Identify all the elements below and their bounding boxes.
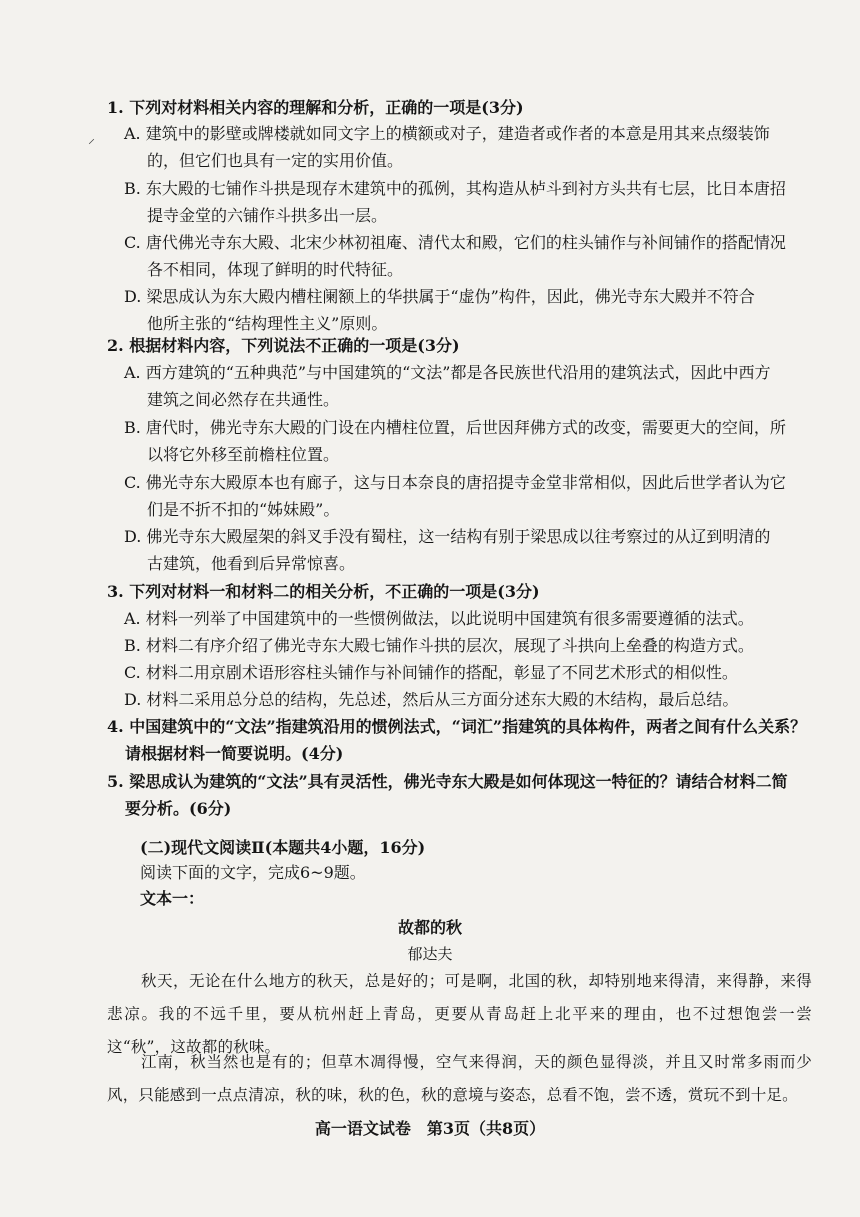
q3-option-d: D. 材料二采用总分总的结构，先总述，然后从三方面分述东大殿的木结构，最后总结。 bbox=[124, 690, 739, 709]
q1-option-d-line2: 他所主张的“结构理性主义”原则。 bbox=[147, 314, 388, 333]
q1-option-a-line2: 的，但它们也具有一定的实用价值。 bbox=[147, 151, 404, 170]
q3-stem: 3. 下列对材料一和材料二的相关分析，不正确的一项是(3分) bbox=[107, 582, 540, 601]
q2-option-a-line1: A. 西方建筑的“五种典范”与中国建筑的“文法”都是各民族世代沿用的建筑法式，因此中西方 bbox=[124, 363, 771, 382]
q1-option-c-line1: C. 唐代佛光寺东大殿、北宋少林初祖庵、清代太和殿，它们的柱头铺作与补间铺作的搭配情况 bbox=[124, 233, 786, 252]
essay-author: 郁达夫 bbox=[407, 945, 453, 963]
q3-option-a: A. 材料一列举了中国建筑中的一些惯例做法，以此说明中国建筑有很多需要遵循的法式。 bbox=[124, 609, 754, 628]
q2-option-b-line2: 以将它外移至前檐柱位置。 bbox=[147, 445, 340, 464]
q2-option-c-line1: C. 佛光寺东大殿原本也有廊子，这与日本奈良的唐招提寺金堂非常相似，因此后世学者认为它 bbox=[124, 473, 786, 492]
q1-option-b-line2: 提寺金堂的六铺作斗拱多出一层。 bbox=[147, 206, 388, 225]
q5-stem-line1: 5. 梁思成认为建筑的“文法”具有灵活性，佛光寺东大殿是如何体现这一特征的？请结合材料二简 bbox=[107, 772, 788, 791]
essay-title: 故都的秋 bbox=[397, 918, 462, 937]
q1-option-d-line1: D. 梁思成认为东大殿内槽柱阑额上的华拱属于“虚伪”构件，因此，佛光寺东大殿并不符合 bbox=[124, 287, 755, 306]
q1-option-b-line1: B. 东大殿的七铺作斗拱是现存木建筑中的孤例，其构造从栌斗到衬方头共有七层，比日本唐招 bbox=[124, 179, 786, 198]
section-instructions: 阅读下面的文字，完成6~9题。 bbox=[140, 863, 366, 882]
q5-stem-line2: 要分析。(6分) bbox=[125, 799, 232, 818]
q2-option-d-line2: 古建筑，他看到后异常惊喜。 bbox=[147, 554, 356, 573]
q2-option-a-line2: 建筑之间必然存在共通性。 bbox=[147, 390, 340, 409]
section-heading: (二)现代文阅读Ⅱ(本题共4小题，16分) bbox=[140, 838, 426, 857]
q1-option-a-line1: A. 建筑中的影壁或牌楼就如同文字上的横额或对子，建造者或作者的本意是用其来点缀装饰 bbox=[124, 124, 770, 143]
q1-option-c-line2: 各不相同，体现了鲜明的时代特征。 bbox=[147, 260, 404, 279]
q2-option-b-line1: B. 唐代时，佛光寺东大殿的门设在内槽柱位置，后世因拜佛方式的改变，需要更大的空间，所 bbox=[124, 418, 786, 437]
text-one-label: 文本一： bbox=[140, 889, 205, 908]
page-footer: 高一语文试卷 第3页（共8页） bbox=[314, 1119, 546, 1138]
essay-paragraph-1: 秋天，无论在什么地方的秋天，总是好的；可是啊，北国的秋，却特别地来得清，来得静，来得悲凉。我的不远千里，要从杭州赶上青岛，更要从青岛赶上北平来的理由，也不过想饱尝一尝这“秋”，这故都的秋味。 bbox=[107, 972, 812, 1056]
q2-stem: 2. 根据材料内容，下列说法不正确的一项是(3分) bbox=[107, 336, 460, 355]
q4-stem-line2: 请根据材料一简要说明。(4分) bbox=[125, 744, 344, 763]
q3-option-b: B. 材料二有序介绍了佛光寺东大殿七铺作斗拱的层次，展现了斗拱向上垒叠的构造方式。 bbox=[124, 636, 754, 655]
q3-option-c: C. 材料二用京剧术语形容柱头铺作与补间铺作的搭配，彰显了不同艺术形式的相似性。 bbox=[124, 663, 738, 682]
pen-mark: ⸝ bbox=[88, 131, 95, 147]
q1-stem: 1. 下列对材料相关内容的理解和分析，正确的一项是(3分) bbox=[107, 98, 524, 117]
q2-option-d-line1: D. 佛光寺东大殿屋架的斜叉手没有蜀柱，这一结构有别于梁思成以往考察过的从辽到明清的 bbox=[124, 527, 771, 546]
q4-stem-line1: 4. 中国建筑中的“文法”指建筑沿用的惯例法式，“词汇”指建筑的具体构件，两者之间有什么关系？ bbox=[107, 717, 807, 736]
q2-option-c-line2: 们是不折不扣的“姊妹殿”。 bbox=[147, 500, 340, 519]
essay-paragraph-2: 江南，秋当然也是有的；但草木凋得慢，空气来得润，天的颜色显得淡，并且又时常多雨而少风，只能感到一点点清凉，秋的味，秋的色，秋的意境与姿态，总看不饱，尝不透，赏玩不到十足。 bbox=[107, 1053, 812, 1104]
